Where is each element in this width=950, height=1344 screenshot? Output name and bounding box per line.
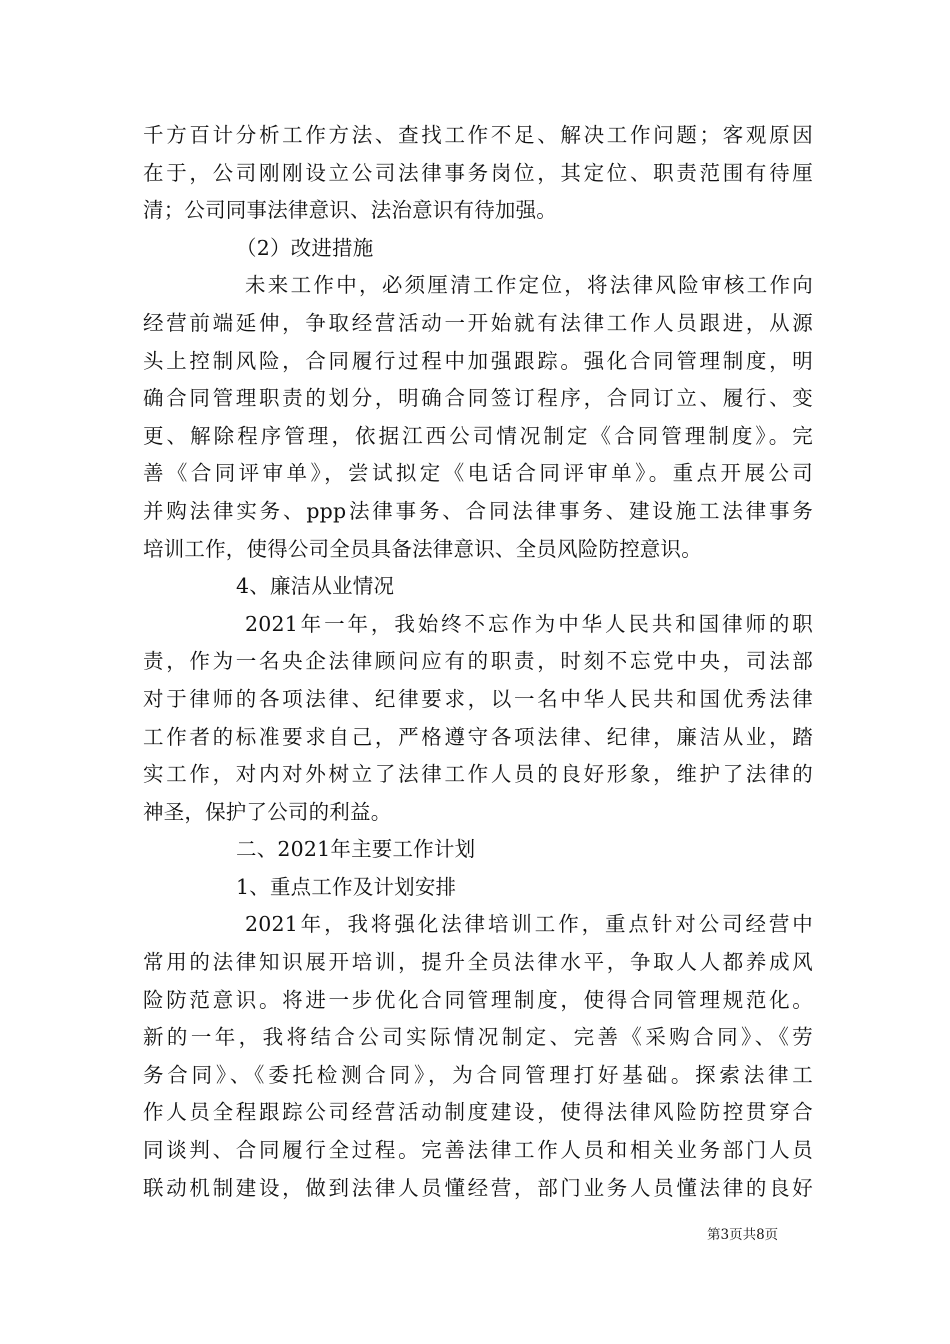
text-line: 清；公司同事法律意识、法治意识有待加强。 (143, 198, 557, 223)
subheading-improvement: （2）改进措施 (236, 235, 374, 260)
text-line: 务合同》、《委托检测合同》，为合同管理打好基础。探索法律工 (143, 1062, 813, 1087)
text-line: 常用的法律知识展开培训，提升全员法律水平，争取人人都养成风 (143, 950, 813, 975)
text-line: 确合同管理职责的划分，明确合同签订程序，合同订立、履行、变 (143, 386, 813, 411)
text-line: 培训工作，使得公司全员具备法律意识、全员风险防控意识。 (143, 536, 702, 561)
body-text (143, 117, 813, 1207)
text-line: 善《合同评审单》，尝试拟定《电话合同评审单》。重点开展公司 (143, 461, 813, 486)
text-line: 联动机制建设，做到法律人员懂经营，部门业务人员懂法律的良好 (143, 1175, 813, 1200)
subheading-key-work: 1、重点工作及计划安排 (236, 874, 457, 899)
text-line: 新的一年，我将结合公司实际情况制定、完善《采购合同》、《劳 (143, 1025, 813, 1050)
text-line: 更、解除程序管理，依据江西公司情况制定《合同管理制度》。完 (143, 423, 813, 448)
text-line: 头上控制风险，合同履行过程中加强跟踪。强化合同管理制度，明 (143, 348, 813, 373)
text-line: 险防范意识。将进一步优化合同管理制度，使得合同管理规范化。 (143, 987, 813, 1012)
text-line: 同谈判、合同履行全过程。完善法律工作人员和相关业务部门人员 (143, 1138, 813, 1163)
text-line: 未来工作中，必须厘清工作定位，将法律风险审核工作向 (245, 273, 813, 298)
text-line: 工作者的标准要求自己，严格遵守各项法律、纪律，廉洁从业，踏 (143, 724, 813, 749)
text-line: 经营前端延伸，争取经营活动一开始就有法律工作人员跟进，从源 (143, 310, 813, 335)
text-line: 在于，公司刚刚设立公司法律事务岗位，其定位、职责范围有待厘 (143, 160, 813, 185)
text-line: 作人员全程跟踪公司经营活动制度建设，使得法律风险防控贯穿合 (143, 1100, 813, 1125)
text-line: 责，作为一名央企法律顾问应有的职责，时刻不忘党中央，司法部 (143, 649, 813, 674)
text-line: 2021年，我将强化法律培训工作，重点针对公司经营中 (245, 912, 813, 937)
subheading-integrity: 4、廉洁从业情况 (236, 574, 395, 599)
text-line: 神圣，保护了公司的利益。 (143, 799, 392, 824)
section-heading-work-plan: 二、2021年主要工作计划 (236, 837, 476, 862)
text-line: 千方百计分析工作方法、查找工作不足、解决工作问题；客观原因 (143, 123, 813, 147)
text-line: 并购法律实务、ppp法律事务、合同法律事务、建设施工法律事务 (143, 498, 813, 523)
text-line: 2021年一年，我始终不忘作为中华人民共和国律师的职 (245, 611, 813, 636)
text-line: 实工作，对内对外树立了法律工作人员的良好形象，维护了法律的 (143, 762, 813, 787)
text-line: 对于律师的各项法律、纪律要求，以一名中华人民共和国优秀法律 (143, 686, 813, 711)
page-number: 第3页共8页 (707, 1227, 779, 1243)
